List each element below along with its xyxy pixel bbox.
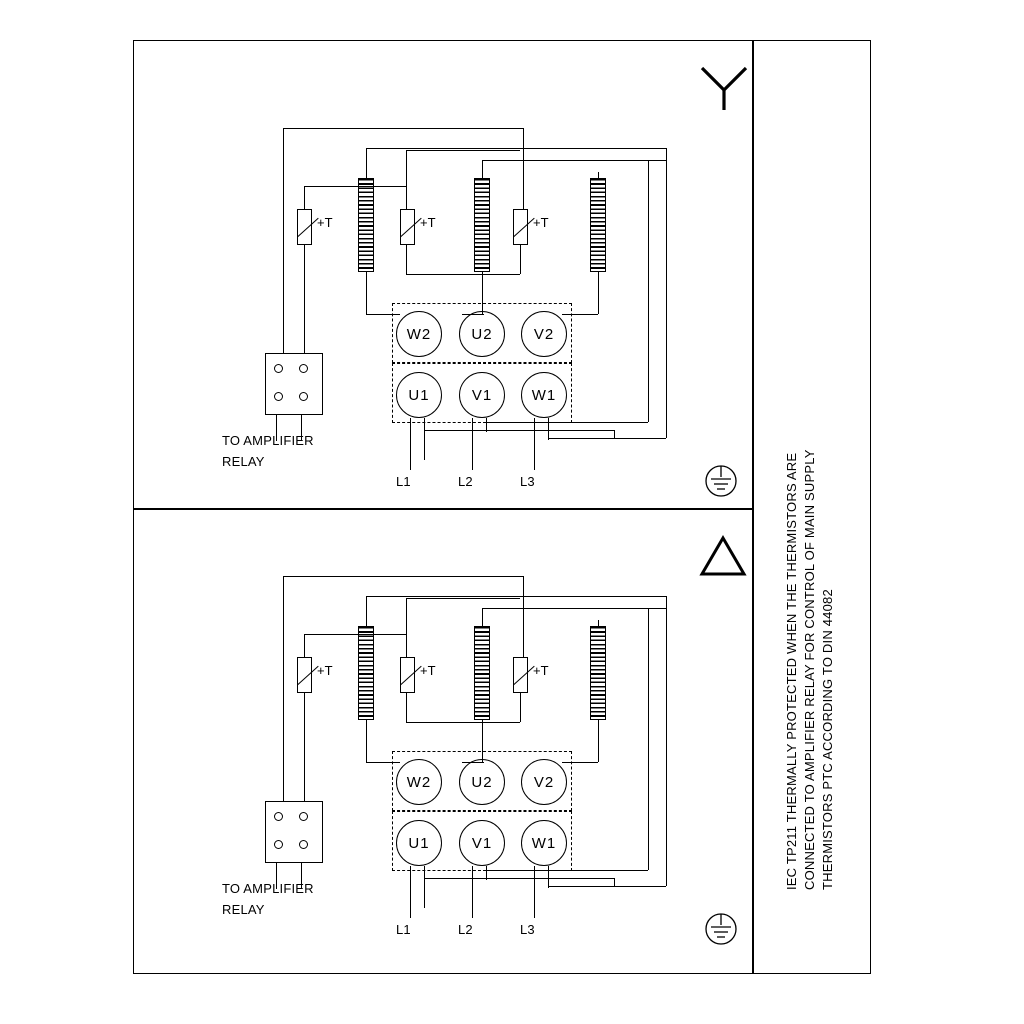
wire [366,596,666,597]
star-connection-icon [696,62,752,114]
supply-label-l3-2: L3 [520,922,535,937]
amplifier-label-line2-2: RELAY [222,902,265,917]
wire [304,244,305,358]
terminal-w2-1: W2 [396,311,442,357]
supply-label-l1-2: L1 [396,922,411,937]
terminal-u1-1: U1 [396,372,442,418]
amplifier-label-line2-1: RELAY [222,454,265,469]
thermistor-label-4: +T [317,663,333,678]
wire [406,692,407,722]
thermistor-label-3: +T [533,215,549,230]
wire [548,418,549,440]
thermistor-3 [513,209,528,245]
winding-coil-u-2 [474,626,490,720]
wire [486,422,648,423]
wire [534,866,535,918]
wire [304,634,305,658]
thermistor-6 [513,657,528,693]
winding-coil-w-2 [358,626,374,720]
amplifier-terminal-box-1 [265,353,323,415]
terminal-v1-1: V1 [459,372,505,418]
wire [523,128,524,210]
terminal-u2-2: U2 [459,759,505,805]
wire [304,186,305,210]
amplifier-label-line1-1: TO AMPLIFIER [222,433,314,448]
thermistor-label-2: +T [420,215,436,230]
terminal-w1-2: W1 [521,820,567,866]
wire [598,172,599,178]
wire [648,608,649,870]
wire [366,762,400,763]
wire [648,160,649,422]
wire [614,878,615,886]
thermistor-5 [400,657,415,693]
wire [366,596,367,626]
supply-label-l2-1: L2 [458,474,473,489]
wire [366,148,666,149]
side-note-line-2: CONNECTED TO AMPLIFIER RELAY FOR CONTROL OF MAIN SUPPLY [802,449,817,890]
wire [304,186,406,187]
wire [598,272,599,314]
note-divider [752,40,754,974]
wire [666,596,667,886]
wire [598,620,599,626]
wire [366,272,367,314]
wire [482,720,483,762]
wire [283,576,284,806]
wire [534,418,535,470]
terminal-v2-1: V2 [521,311,567,357]
wire [406,274,520,275]
wire [424,430,614,431]
earth-ground-icon-2 [698,908,744,950]
amplifier-label-line1-2: TO AMPLIFIER [222,881,314,896]
terminal-v1-2: V1 [459,820,505,866]
wire [482,160,666,161]
wire [472,866,473,918]
wire [523,576,524,658]
wire [406,598,520,599]
wire [410,866,411,918]
thermistor-label-5: +T [420,663,436,678]
thermistor-label-1: +T [317,215,333,230]
wire [283,128,523,129]
winding-coil-v-2 [590,626,606,720]
wire [406,598,407,658]
wire [410,418,411,470]
wire [462,314,484,315]
wire [366,720,367,762]
wire [548,886,666,887]
winding-coil-u [474,178,490,272]
winding-coil-v [590,178,606,272]
wire [283,576,523,577]
wire [283,128,284,358]
wire [486,418,487,432]
wire [562,762,598,763]
supply-label-l3-1: L3 [520,474,535,489]
side-note-line-3: THERMISTORS PTC ACCORDING TO DIN 44082 [820,589,835,890]
terminal-u2-1: U2 [459,311,505,357]
wire [520,692,521,722]
wire [482,608,483,626]
wire [614,430,615,438]
wire [472,418,473,470]
delta-connection-icon [698,534,748,578]
wire [366,148,367,178]
wire [304,692,305,806]
wire [482,608,666,609]
wire [366,314,400,315]
wire [424,878,614,879]
wire [548,438,666,439]
amplifier-terminal-box-2 [265,801,323,863]
wire [406,150,407,210]
wire [548,866,549,888]
terminal-v2-2: V2 [521,759,567,805]
wire [520,244,521,274]
thermistor-label-6: +T [533,663,549,678]
terminal-u1-2: U1 [396,820,442,866]
wire [482,160,483,178]
panel-divider [133,508,753,510]
thermistor-4 [297,657,312,693]
winding-coil-w [358,178,374,272]
wire [424,418,425,460]
terminal-w2-2: W2 [396,759,442,805]
supply-label-l2-2: L2 [458,922,473,937]
wire [406,150,520,151]
wire [482,272,483,314]
thermistor-1 [297,209,312,245]
terminal-w1-1: W1 [521,372,567,418]
wire [562,314,598,315]
earth-ground-icon-1 [698,460,744,502]
wire [406,722,520,723]
side-note-line-1: IEC TP211 THERMALLY PROTECTED WHEN THE THERMISTORS ARE [784,452,799,890]
wire [666,148,667,438]
wire [486,866,487,880]
wire [304,634,406,635]
wire [462,762,484,763]
thermistor-2 [400,209,415,245]
wire [598,720,599,762]
wire [486,870,648,871]
wire [406,244,407,274]
wire [424,866,425,908]
supply-label-l1-1: L1 [396,474,411,489]
